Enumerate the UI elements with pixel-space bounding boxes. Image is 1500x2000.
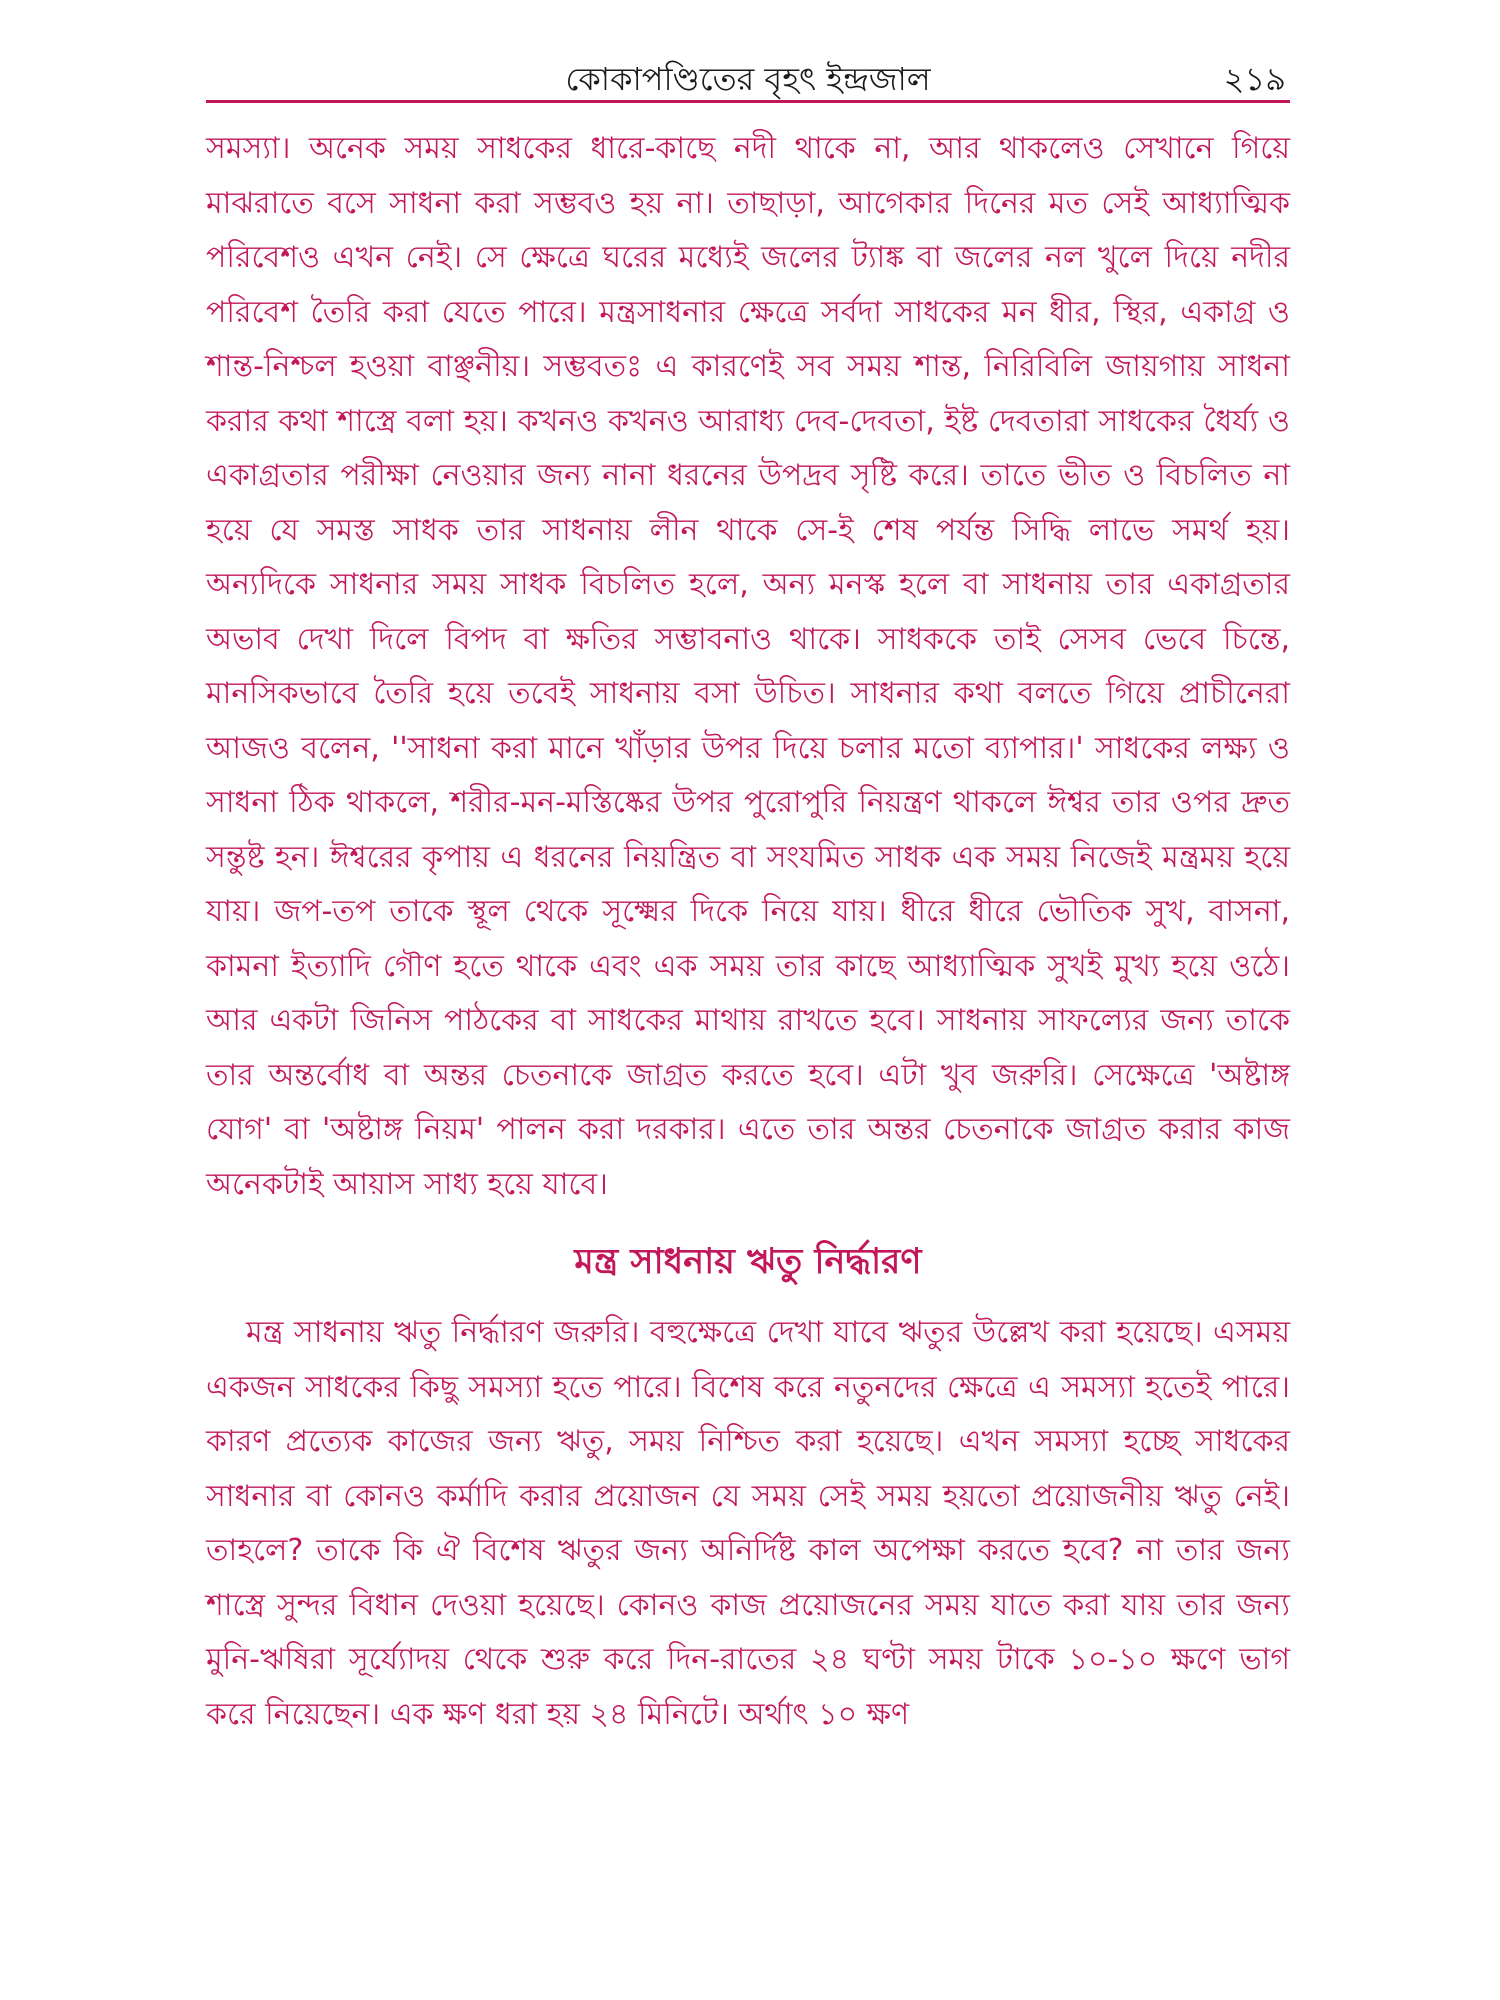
body-paragraph-2: মন্ত্র সাধনায় ঋতু নির্দ্ধারণ জরুরি। বহুক্ষেত্রে দেখা যাবে ঋতুর উল্লেখ করা হয়েছে। এসময় একজন সাধকের কিছু সমস্যা হতে পারে। বিশেষ করে নতুনদের ক্ষেত্রে এ সমস্যা হতেই পারে। কারণ প্রত্যেক কাজের জন্য ঋতু, সময় নিশ্চিত করা হয়েছে। এখন সমস্যা হচ্ছে সাধকের সাধনার বা কোনও কর্মাদি করার প্রয়োজন যে সময় সেই সময় হয়তো প্রয়োজনীয় ঋতু নেই। তাহলে? তাকে কি ঐ বিশেষ ঋতুর জন্য অনির্দিষ্ট কাল অপেক্ষা করতে হবে? না তার জন্য শাস্ত্রে সুন্দর বিধান দেওয়া হয়েছে। কোনও কাজ প্রয়োজনের সময় যাতে করা যায় তার জন্য মুনি-ঋষিরা সূর্য্যোদয় থেকে শুরু করে দিন-রাতের ২৪ ঘণ্টা সময় টাকে ১০-১০ ক্ষণে ভাগ করে নিয়েছেন। এক ক্ষণ ধরা হয় ২৪ মিনিটে। অর্থাৎ ১০ ক্ষণ [206,1315,1290,1732]
running-header-title: কোকাপণ্ডিতের বৃহৎ ইন্দ্রজাল [565,60,931,98]
body-paragraph-1: সমস্যা। অনেক সময় সাধকের ধারে-কাছে নদী থাকে না, আর থাকলেও সেখানে গিয়ে মাঝরাতে বসে সাধনা করা সম্ভবও হয় না। তাছাড়া, আগেকার দিনের মত সেই আধ্যাত্মিক পরিবেশও এখন নেই। সে ক্ষেত্রে ঘরের মধ্যেই জলের ট্যাঙ্ক বা জলের নল খুলে দিয়ে নদীর পরিবেশ তৈরি করা যেতে পারে। মন্ত্রসাধনার ক্ষেত্রে সর্বদা সাধকের মন ধীর, স্থির, একাগ্র ও শান্ত-নিশ্চল হওয়া বাঞ্ছনীয়। সম্ভবতঃ এ কারণেই সব সময় শান্ত, নিরিবিলি জায়গায় সাধনা করার কথা শাস্ত্রে বলা হয়। কখনও কখনও আরাধ্য দেব-দেবতা, ইষ্ট দেবতারা সাধকের ধৈর্য্য ও একাগ্রতার পরীক্ষা নেওয়ার জন্য নানা ধরনের উপদ্রব সৃষ্টি করে। তাতে ভীত ও বিচলিত না হয়ে যে সমস্ত সাধক তার সাধনায় লীন থাকে সে-ই শেষ পর্যন্ত সিদ্ধি লাভে সমর্থ হয়। অন্যদিকে সাধনার সময় সাধক বিচলিত হলে, অন্য মনস্ক হলে বা সাধনায় তার একাগ্রতার অভাব দেখা দিলে বিপদ বা ক্ষতির সম্ভাবনাও থাকে। সাধককে তাই সেসব ভেবে চিন্তে, মানসিকভাবে তৈরি হয়ে তবেই সাধনায় বসা উচিত। সাধনার কথা বলতে গিয়ে প্রাচীনেরা আজও বলেন, ''সাধনা করা মানে খাঁড়ার উপর দিয়ে চলার মতো ব্যাপার।' সাধকের লক্ষ্য ও সাধনা ঠিক থাকলে, শরীর-মন-মস্তিষ্কের উপর পুরোপুরি নিয়ন্ত্রণ থাকলে ঈশ্বর তার ওপর দ্রুত সন্তুষ্ট হন। ঈশ্বরের কৃপায় এ ধরনের নিয়ন্ত্রিত বা সংযমিত সাধক এক সময় নিজেই মন্ত্রময় হয়ে যায়। জপ-তপ তাকে স্থূল থেকে সূক্ষ্মের দিকে নিয়ে যায়। ধীরে ধীরে ভৌতিক সুখ, বাসনা, কামনা ইত্যাদি গৌণ হতে থাকে এবং এক সময় তার কাছে আধ্যাত্মিক সুখই মুখ্য হয়ে ওঠে। আর একটা জিনিস পাঠকের বা সাধকের মাথায় রাখতে হবে। সাধনায় সাফল্যের জন্য তাকে তার অন্তর্বোধ বা অন্তর চেতনাকে জাগ্রত করতে হবে। এটা খুব জরুরি। সেক্ষেত্রে 'অষ্টাঙ্গ যোগ' বা 'অষ্টাঙ্গ নিয়ম' পালন করা দরকার। এতে তার অন্তর চেতনাকে জাগ্রত করার কাজ অনেকটাই আয়াস সাধ্য হয়ে যাবে। [206,131,1290,1202]
section-heading: মন্ত্র সাধনায় ঋতু নির্দ্ধারণ [574,1242,922,1282]
page-body [206,122,1290,1742]
page-header [206,48,1290,100]
header-divider [206,100,1290,103]
page-number: ২১৯ [1223,60,1286,98]
